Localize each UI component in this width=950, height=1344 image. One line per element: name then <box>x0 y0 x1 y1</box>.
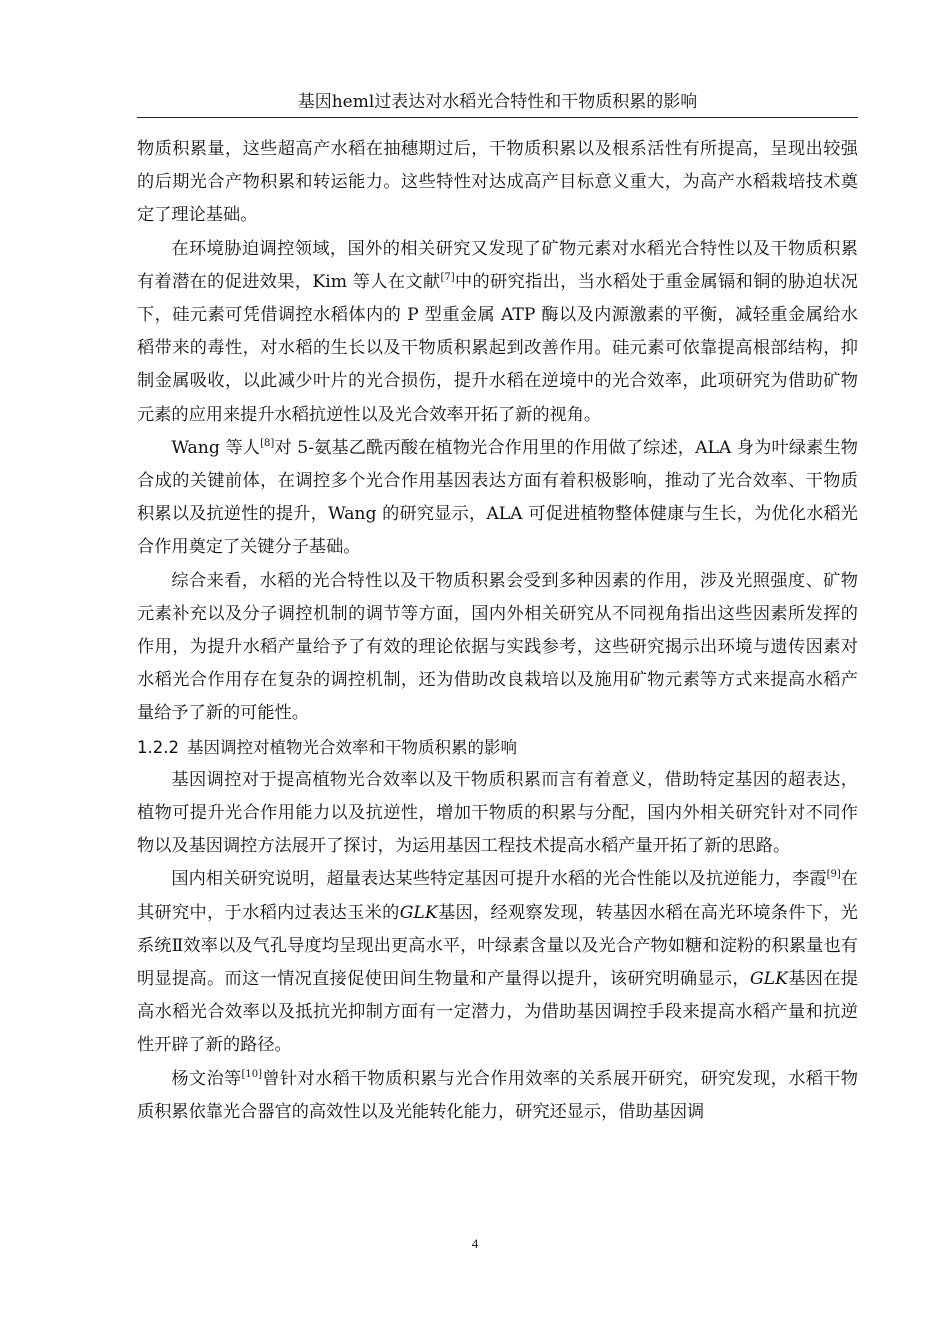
citation-10[interactable]: [10] <box>241 1068 263 1080</box>
page-number: 4 <box>471 1236 479 1251</box>
paragraph-2 <box>137 233 858 432</box>
running-header-title: 基因heml过表达对水稻光合特性和干物质积累的影响 <box>297 92 698 112</box>
paragraph-6 <box>137 863 858 1062</box>
header-divider <box>137 117 858 118</box>
gene-name-glk: GLK <box>749 969 788 990</box>
paragraph-2-text-b: 中的研究指出，当水稻处于重金属镉和铜的胁迫状况下，硅元素可凭借调控水稻体内的 P 型重金属 ATP 酶以及内源激素的平衡，减轻重金属给水稻带来的毒性，对水稻的生长以及干物质积累起到改善作用。硅元素可依靠提高根部结构，抑制金属吸收，以此减少叶片的光合损伤，提升水稻在逆境中的光合效率，此项研究为借助矿物元素的应用来提升水稻抗逆性以及光合效率开拓了新的视角。 <box>137 271 858 425</box>
paragraph-2-text-a: 在环境胁迫调控领域，国外的相关研究又发现了矿物元素对水稻光合特性以及干物质积累有着潜在的促进效果，Kim 等人在文献 <box>137 238 858 292</box>
gene-name-glk: GLK <box>399 902 438 923</box>
paragraph-6-text-b: 在其研究中，于水稻内过表达玉米的 <box>137 869 858 923</box>
section-title: 基因调控对植物光合效率和干物质积累的影响 <box>186 737 517 757</box>
citation-7[interactable]: [7] <box>440 271 455 283</box>
citation-8[interactable]: [8] <box>260 437 275 449</box>
running-header <box>137 90 858 114</box>
citation-9[interactable]: [9] <box>826 869 841 881</box>
paragraph-6-text-a: 国内相关研究说明，超量表达某些特定基因可提升水稻的光合性能以及抗逆能力，李霞 <box>171 869 827 890</box>
body-text <box>137 133 858 1129</box>
paragraph-6-text-d: 基因在提高水稻光合效率以及抵抗光抑制方面有一定潜力，为借助基因调控手段来提高水稻产量和抗逆性开辟了新的路径。 <box>137 969 858 1056</box>
paragraph-7 <box>137 1063 858 1129</box>
paragraph-7-text-b: 曾针对水稻干物质积累与光合作用效率的关系展开研究，研究发现，水稻干物质积累依靠光合器官的高效性以及光能转化能力，研究还显示，借助基因调 <box>137 1068 858 1122</box>
paragraph-3-text-b: 对 5-氨基乙酰丙酸在植物光合作用里的作用做了综述，ALA 身为叶绿素生物合成的关键前体，在调控多个光合作用基因表达方面有着积极影响，推动了光合效率、干物质积累以及抗逆性的提升，Wang 的研究显示，ALA 可促进植物整体健康与生长，为优化水稻光合作用奠定了关键分子基础。 <box>137 437 858 558</box>
section-number: 1.2.2 <box>137 737 179 757</box>
paragraph-7-text-a: 杨文治等 <box>171 1068 242 1089</box>
paragraph-5: 基因调控对于提高植物光合效率以及干物质积累而言有着意义，借助特定基因的超表达，植物可提升光合作用能力以及抗逆性，增加干物质的积累与分配，国内外相关研究针对不同作物以及基因调控方法展开了探讨，为运用基因工程技术提高水稻产量开拓了新的思路。 <box>137 769 858 857</box>
paragraph-3 <box>137 432 858 565</box>
paragraph-1: 物质积累量，这些超高产水稻在抽穗期过后，干物质积累以及根系活性有所提高，呈现出较强的后期光合产物积累和转运能力。这些特性对达成高产目标意义重大，为高产水稻栽培技术奠定了理论基础。 <box>137 139 858 226</box>
paragraph-6-text-c: 基因，经观察发现，转基因水稻在高光环境条件下，光系统Ⅱ效率以及气孔导度均呈现出更高水平，叶绿素含量以及光合产物如糖和淀粉的积累量也有明显提高。而这一情况直接促使田间生物量和产量得以提升，该研究明确显示， <box>137 902 858 990</box>
paragraph-3-text-a: Wang 等人 <box>171 437 261 458</box>
paragraph-4: 综合来看，水稻的光合特性以及干物质积累会受到多种因素的作用，涉及光照强度、矿物元素补充以及分子调控机制的调节等方面，国内外相关研究从不同视角指出这些因素所发挥的作用，为提升水稻产量给予了有效的理论依据与实践参考，这些研究揭示出环境与遗传因素对水稻光合作用存在复杂的调控机制，还为借助改良栽培以及施用矿物元素等方式来提高水稻产量给予了新的可能性。 <box>137 570 858 724</box>
section-heading <box>137 731 858 764</box>
